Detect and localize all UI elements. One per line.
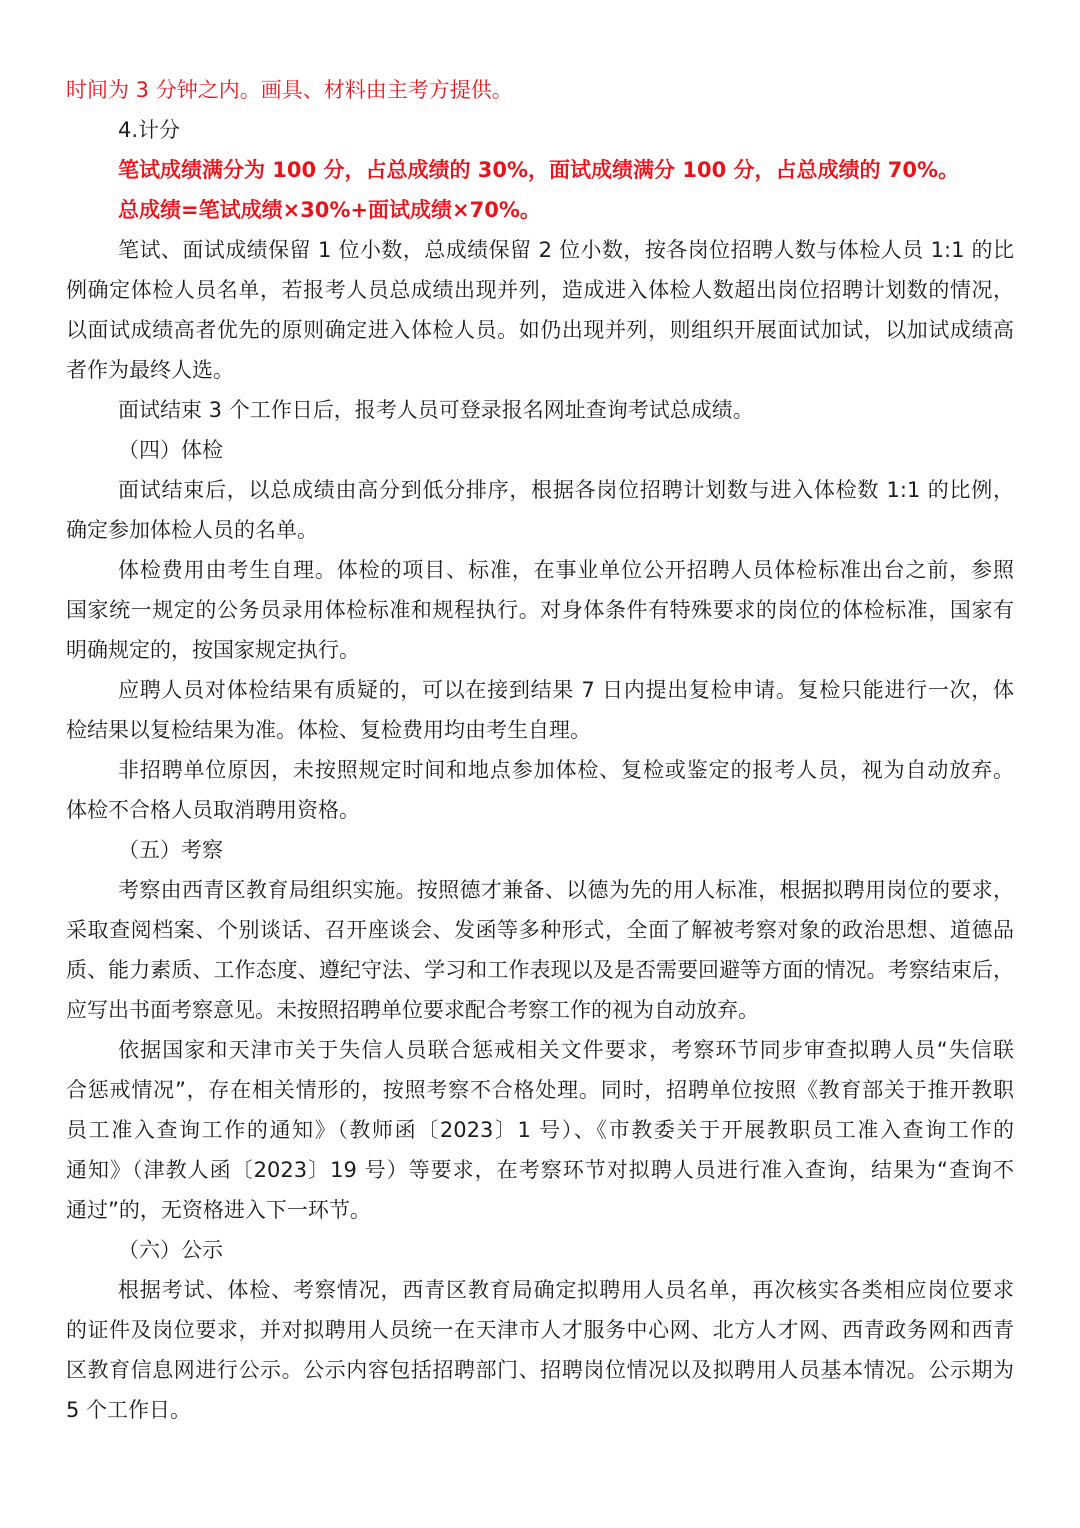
- paragraph-line: 考察由西青区教育局组织实施。按照德才兼备、以德为先的用人标准，根据拟聘用岗位的要求，: [118, 878, 1014, 902]
- paragraph-score-rounding: [66, 230, 1014, 390]
- paragraph-line: 以面试成绩高者优先的原则确定进入体检人员。如仍出现并列，则组织开展面试加试，以加试成绩高: [66, 318, 1014, 342]
- paragraph-line: 应写出书面考察意见。未按照招聘单位要求配合考察工作的视为自动放弃。: [66, 998, 759, 1022]
- document-body: [66, 70, 1014, 1430]
- paragraph-investigation-credit: [66, 1030, 1014, 1230]
- paragraph-investigation-method: [66, 870, 1014, 1030]
- paragraph-line: 国家统一规定的公务员录用体检标准和规程执行。对身体条件有特殊要求的岗位的体检标准，国家有: [66, 598, 1014, 622]
- scoring-rule-formula: 总成绩=笔试成绩×30%+面试成绩×70%。: [118, 198, 541, 222]
- paragraph-medical-cost: [66, 550, 1014, 670]
- section-heading-medical: （四）体检: [118, 438, 223, 462]
- section-heading-scoring: 4.计分: [118, 118, 181, 142]
- paragraph-line: 采取查阅档案、个别谈话、召开座谈会、发函等多种形式，全面了解被考察对象的政治思想、道德品: [66, 918, 1014, 942]
- section-heading-investigation: （五）考察: [118, 838, 223, 862]
- paragraph-line: 员工准入查询工作的通知》（教师函〔2023〕1 号）、《市教委关于开展教职员工准入查询工作的: [66, 1118, 1014, 1142]
- paragraph-line: 合惩戒情况”，存在相关情形的，按照考察不合格处理。同时，招聘单位按照《教育部关于推开教职: [66, 1078, 1014, 1102]
- scoring-rule-full-marks: 笔试成绩满分为 100 分，占总成绩的 30%，面试成绩满分 100 分，占总成绩的 70%。: [118, 158, 960, 182]
- paragraph-line: 者作为最终人选。: [66, 358, 234, 382]
- paragraph-line: 5 个工作日。: [66, 1398, 192, 1422]
- paragraph-score-query: 面试结束 3 个工作日后，报考人员可登录报名网址查询考试总成绩。: [118, 398, 754, 422]
- paragraph-line: 面试结束后，以总成绩由高分到低分排序，根据各岗位招聘计划数与进入体检数 1:1 的比例，: [118, 478, 1014, 502]
- paragraph-line: 笔试、面试成绩保留 1 位小数，总成绩保留 2 位小数，按各岗位招聘人数与体检人员 1:1 的比: [118, 238, 1014, 262]
- paragraph-line: 根据考试、体检、考察情况，西青区教育局确定拟聘用人员名单，再次核实各类相应岗位要求: [118, 1278, 1014, 1302]
- paragraph-line: 例确定体检人员名单，若报考人员总成绩出现并列，造成进入体检人数超出岗位招聘计划数的情况，: [66, 278, 1014, 302]
- paragraph-medical-list: [66, 470, 1014, 550]
- paragraph-line: 区教育信息网进行公示。公示内容包括招聘部门、招聘岗位情况以及拟聘用人员基本情况。公示期为: [66, 1358, 1014, 1382]
- paragraph-line: 检结果以复检结果为准。体检、复检费用均由考生自理。: [66, 718, 591, 742]
- paragraph-line: 非招聘单位原因，未按照规定时间和地点参加体检、复检或鉴定的报考人员，视为自动放弃。: [118, 758, 1014, 782]
- paragraph-line: 依据国家和天津市关于失信人员联合惩戒相关文件要求，考察环节同步审查拟聘人员“失信联: [118, 1038, 1014, 1062]
- paragraph-line: 体检不合格人员取消聘用资格。: [66, 798, 360, 822]
- paragraph-line: 通知》（津教人函〔2023〕19 号）等要求，在考察环节对拟聘人员进行准入查询，结果为“查询不: [66, 1158, 1014, 1182]
- paragraph-medical-absence: [66, 750, 1014, 830]
- paragraph-line: 应聘人员对体检结果有质疑的，可以在接到结果 7 日内提出复检申请。复检只能进行一次，体: [118, 678, 1014, 702]
- paragraph-line: 明确规定的，按国家规定执行。: [66, 638, 360, 662]
- paragraph-line: 质、能力素质、工作态度、遵纪守法、学习和工作表现以及是否需要回避等方面的情况。考察结束后，: [66, 958, 1014, 982]
- section-heading-publicity: （六）公示: [118, 1238, 223, 1262]
- paragraph-line: 的证件及岗位要求，并对拟聘用人员统一在天津市人才服务中心网、北方人才网、西青政务网和西青: [66, 1318, 1014, 1342]
- continuation-line: 时间为 3 分钟之内。画具、材料由主考方提供。: [66, 78, 513, 102]
- paragraph-line: 通过”的，无资格进入下一环节。: [66, 1198, 371, 1222]
- paragraph-publicity: [66, 1270, 1014, 1430]
- paragraph-line: 体检费用由考生自理。体检的项目、标准，在事业单位公开招聘人员体检标准出台之前，参照: [118, 558, 1014, 582]
- paragraph-medical-recheck: [66, 670, 1014, 750]
- paragraph-line: 确定参加体检人员的名单。: [66, 518, 318, 542]
